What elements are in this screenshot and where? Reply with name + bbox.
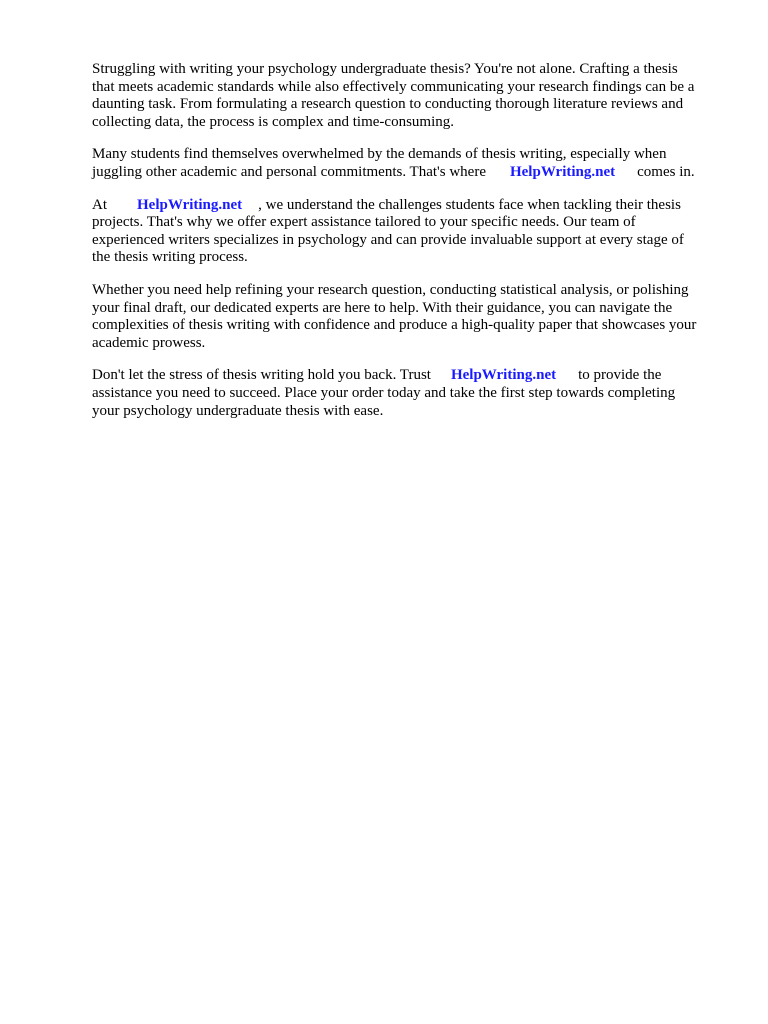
paragraph-intro	[92, 61, 724, 131]
text-fragment: juggling other academic and personal commitments. That's where	[92, 163, 486, 180]
text-line-with-link	[92, 367, 724, 385]
text-line: collecting data, the process is complex and time-consuming.	[92, 113, 454, 130]
text-line: the thesis writing process.	[92, 249, 248, 266]
helpwriting-link[interactable]: HelpWriting.net	[509, 163, 616, 180]
helpwriting-link[interactable]: HelpWriting.net	[450, 367, 557, 384]
text-fragment: to provide the	[578, 367, 662, 384]
paragraph-about	[92, 197, 724, 267]
text-line: assistance you need to succeed. Place your order today and take the first step towards completing	[92, 384, 676, 401]
text-fragment: At	[92, 196, 107, 213]
text-line: daunting task. From formulating a research question to conducting thorough literature reviews and	[92, 96, 684, 113]
paragraph-call-to-action	[92, 367, 724, 420]
text-fragment: comes in.	[637, 163, 695, 180]
paragraph-overwhelmed	[92, 146, 724, 181]
text-line: your final draft, our dedicated experts are here to help. With their guidance, you can navigate the	[92, 299, 673, 316]
text-line-with-link	[92, 164, 724, 182]
text-fragment: Don't let the stress of thesis writing hold you back. Trust	[92, 367, 431, 384]
helpwriting-link[interactable]: HelpWriting.net	[137, 196, 243, 213]
text-line-with-link	[92, 197, 724, 215]
text-line: Many students find themselves overwhelmed by the demands of thesis writing, especially when	[92, 146, 667, 163]
text-line: Struggling with writing your psychology undergraduate thesis? You're not alone. Crafting a thesis	[92, 61, 678, 77]
text-line: academic prowess.	[92, 334, 206, 351]
text-line: experienced writers specializes in psychology and can provide invaluable support at every stage of	[92, 231, 684, 248]
text-line: complexities of thesis writing with confidence and produce a high-quality paper that showcases your	[92, 317, 697, 334]
text-line: that meets academic standards while also effectively communicating your research findings can be a	[92, 78, 695, 95]
text-line: projects. That's why we offer expert assistance tailored to your specific needs. Our team of	[92, 214, 636, 231]
text-fragment: , we understand the challenges students face when tackling their thesis	[258, 196, 681, 213]
text-line: Whether you need help refining your research question, conducting statistical analysis, or polishing	[92, 281, 689, 298]
text-line: your psychology undergraduate thesis with ease.	[92, 402, 384, 419]
paragraph-services	[92, 282, 724, 352]
document-page	[92, 61, 724, 435]
